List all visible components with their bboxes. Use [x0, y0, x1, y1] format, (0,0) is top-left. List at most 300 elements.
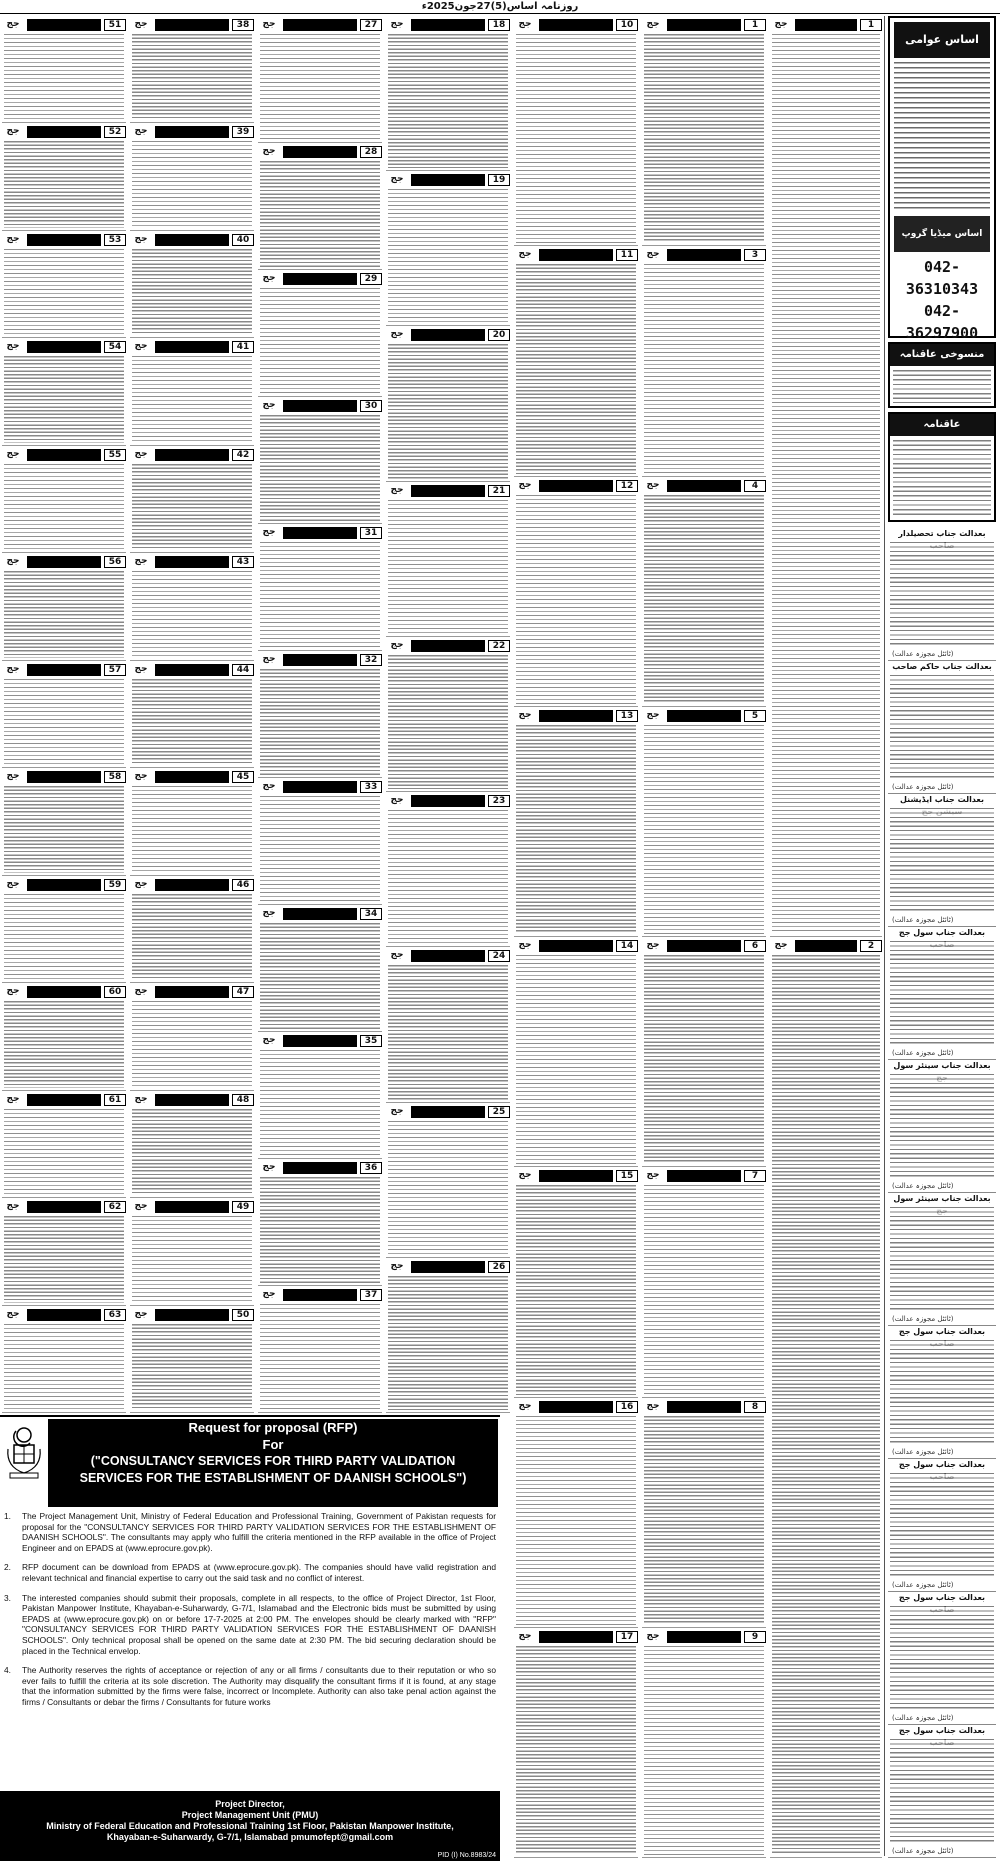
classified-ad — [642, 477, 766, 707]
pid-number: PID (I) No.8983/24 — [437, 1852, 496, 1859]
ad-number: 62 — [104, 1201, 126, 1213]
ad-label: جج — [386, 950, 408, 962]
court-notice-footer: (ٹائٹل مجوزہ عدالت) — [892, 1581, 954, 1589]
classified-ad — [642, 707, 766, 937]
classified-ad — [258, 524, 382, 651]
court-notice-text — [890, 1606, 994, 1710]
ad-title-bar — [539, 249, 613, 261]
ad-text — [644, 495, 764, 704]
ad-title-bar — [27, 879, 101, 891]
rfp-paragraphs — [4, 1511, 496, 1717]
ad-number: 22 — [488, 640, 510, 652]
court-notice — [888, 1459, 996, 1592]
ad-title-bar — [283, 273, 357, 285]
footer-line: Project Director, — [215, 1799, 285, 1809]
ad-title-bar — [155, 126, 229, 138]
ad-number: 29 — [360, 273, 382, 285]
ad-text — [4, 1001, 124, 1087]
ad-label: جج — [2, 1094, 24, 1106]
court-notice — [888, 528, 996, 661]
ad-label: جج — [2, 19, 24, 31]
ad-title-bar — [411, 950, 485, 962]
ad-text — [132, 1216, 252, 1302]
ad-title-bar — [155, 879, 229, 891]
ad-label: جج — [514, 19, 536, 31]
ad-number: 31 — [360, 527, 382, 539]
ad-text — [260, 669, 380, 775]
classified-ad — [258, 778, 382, 905]
ad-text — [516, 264, 636, 473]
ad-title-bar — [667, 480, 741, 492]
classified-ad — [258, 905, 382, 1032]
classified-ad — [130, 1306, 254, 1413]
court-notice-footer: (ٹائٹل مجوزہ عدالت) — [892, 1847, 954, 1855]
classified-ad — [258, 143, 382, 270]
court-notice — [888, 927, 996, 1060]
rfp-paragraph — [4, 1665, 496, 1707]
classified-ad — [514, 707, 638, 937]
court-notice — [888, 1326, 996, 1459]
ad-text — [388, 344, 508, 478]
ad-number: 24 — [488, 950, 510, 962]
ad-text — [260, 161, 380, 267]
ad-text — [516, 1185, 636, 1394]
ad-text — [388, 34, 508, 168]
classified-ad — [130, 1091, 254, 1198]
ad-text — [388, 655, 508, 789]
classified-ad — [642, 16, 766, 246]
classified-ad — [2, 231, 126, 338]
ad-number: 12 — [616, 480, 638, 492]
ad-title-bar — [155, 449, 229, 461]
ad-title-bar — [667, 710, 741, 722]
ad-label: جج — [514, 480, 536, 492]
ad-number: 23 — [488, 795, 510, 807]
ad-title-bar — [27, 126, 101, 138]
notice-box-1-text — [893, 370, 991, 403]
classified-ad — [258, 16, 382, 143]
ad-label: جج — [770, 19, 792, 31]
ad-label: جج — [130, 234, 152, 246]
ad-label: جج — [386, 795, 408, 807]
court-notice-heading: بعدالت جناب سول جج — [898, 928, 986, 937]
classified-ad — [514, 16, 638, 246]
ad-number: 39 — [232, 126, 254, 138]
ad-title-bar — [27, 556, 101, 568]
ad-label: جج — [2, 126, 24, 138]
ad-text — [4, 571, 124, 657]
ad-number: 28 — [360, 146, 382, 158]
court-notice — [888, 1725, 996, 1858]
footer-line: Khayaban-e-Suharwardy, G-7/1, Islamabad pmumofept@gmail.com — [106, 1832, 394, 1842]
ad-number: 60 — [104, 986, 126, 998]
classified-ad — [386, 1103, 510, 1258]
classified-ad — [258, 1032, 382, 1159]
classified-ad — [386, 171, 510, 326]
ad-text — [388, 1276, 508, 1410]
classified-column — [642, 16, 766, 1858]
rfp-paragraph — [4, 1562, 496, 1583]
ad-number: 37 — [360, 1289, 382, 1301]
classified-ad — [130, 231, 254, 338]
ad-number: 51 — [104, 19, 126, 31]
ad-text — [132, 1001, 252, 1087]
classified-ad — [130, 661, 254, 768]
classifieds-brand-box — [888, 16, 996, 342]
ad-label: جج — [130, 449, 152, 461]
ad-text — [132, 464, 252, 550]
rfp-title-bar — [48, 1419, 498, 1507]
ad-label: جج — [514, 249, 536, 261]
ad-text — [132, 1324, 252, 1410]
court-notice — [888, 1060, 996, 1193]
classified-ad — [2, 1306, 126, 1413]
ad-number: 49 — [232, 1201, 254, 1213]
ad-label: جج — [386, 1261, 408, 1273]
ad-number: 61 — [104, 1094, 126, 1106]
ad-title-bar — [155, 1094, 229, 1106]
ad-text — [4, 464, 124, 550]
ad-label: جج — [258, 654, 280, 666]
ad-text — [772, 955, 880, 1855]
court-notice-text — [890, 542, 994, 646]
ad-number: 57 — [104, 664, 126, 676]
ad-text — [132, 34, 252, 120]
ad-title-bar — [539, 1401, 613, 1413]
ad-text — [772, 34, 880, 934]
court-notice-heading: بعدالت جناب ایڈیشنل — [900, 795, 984, 804]
classified-ad — [258, 397, 382, 524]
ad-number: 3 — [744, 249, 766, 261]
paragraph-number: 2. — [4, 1562, 11, 1573]
classified-ad — [514, 246, 638, 476]
ad-label: جج — [130, 986, 152, 998]
paragraph-text: The Authority reserves the rights of acceptance or rejection of any or all firms / consultants due to their reputation or who so ever fails to fulfill the criteria at its sole discretion. The Authority may disqualify the consultant firms if it is found, at any stage that the information submitted by the firms were false, incorrect or Incomplete. Authority can also take penal action against the firms / Consultants or debar the firms / Consultants for future works — [22, 1665, 496, 1707]
ad-text — [644, 264, 764, 473]
ad-text — [4, 34, 124, 120]
ad-number: 10 — [616, 19, 638, 31]
classified-ad — [130, 983, 254, 1090]
court-notice-heading: بعدالت جناب حاکم صاحب — [892, 662, 992, 671]
ad-title-bar — [155, 1201, 229, 1213]
classified-ad — [258, 1159, 382, 1286]
ad-title-bar — [667, 1170, 741, 1182]
ad-label: جج — [386, 640, 408, 652]
classified-ad — [386, 792, 510, 947]
ad-label: جج — [2, 556, 24, 568]
ad-label: جج — [386, 1106, 408, 1118]
ad-label: جج — [2, 986, 24, 998]
ad-number: 30 — [360, 400, 382, 412]
notice-box-2-text — [893, 440, 991, 517]
ad-number: 15 — [616, 1170, 638, 1182]
classified-ad — [2, 16, 126, 123]
ad-label: جج — [386, 329, 408, 341]
ad-title-bar — [27, 19, 101, 31]
ad-number: 52 — [104, 126, 126, 138]
masthead: روزنامہ اساس(5)27جون2025ء — [0, 0, 1000, 14]
ad-text — [4, 141, 124, 227]
ad-title-bar — [283, 1289, 357, 1301]
ad-title-bar — [283, 654, 357, 666]
ad-label: جج — [130, 1201, 152, 1213]
ad-number: 34 — [360, 908, 382, 920]
ad-text — [260, 1177, 380, 1283]
ad-text — [516, 955, 636, 1164]
ad-label: جج — [130, 126, 152, 138]
ad-number: 55 — [104, 449, 126, 461]
ad-label: جج — [2, 449, 24, 461]
ad-label: جج — [258, 1162, 280, 1174]
court-notice-footer: (ٹائٹل مجوزہ عدالت) — [892, 1714, 954, 1722]
paragraph-text: The interested companies should submit their proposals, complete in all respects, to the office of Project Director, 1st Floor, Pakistan Manpower Institute, Khayaban-e-Suharwardy, G-7/1, Islamabad and the Electronic bids must be submitted by using EPADS at (www.eprocure.gov.pk) on or before 17-7-2025 at 2:00 PM. The envelopes should be clearly marked with "RFP" "CONSULTANCY SERVICES FOR THIRD PARTY VALIDATION SERVICES FOR THE ESTABLISHMENT OF DAANISH SCHOOLS". Only technical proposal shall be opened on the same date at 2:30 PM. The bid securing declaration should be placed in the Technical envelop. — [22, 1592, 496, 1656]
classified-ad — [642, 1167, 766, 1397]
classified-ad — [130, 123, 254, 230]
rfp-paragraph — [4, 1511, 496, 1553]
ad-title-bar — [667, 940, 741, 952]
classified-ad — [2, 1198, 126, 1305]
classified-ad — [258, 651, 382, 778]
ad-text — [260, 1304, 380, 1410]
ad-text — [516, 1646, 636, 1855]
notice-box-1-title: منسوخی عاقنامہ — [890, 344, 994, 366]
paragraph-text: The Project Management Unit, Ministry of Federal Education and Professional Training, Government of Pakistan requests for proposal for the "CONSULTANCY SERVICES FOR THIRD PARTY VALIDATION SERVICES FOR THE ESTABLISHMENT OF DAANISH SCHOOLS". The consultants may apply who fulfill the criteria mentioned in the RFP available in the office of Project Engineer and on EPADS at (www.eprocure.gov.pk). — [22, 1511, 496, 1553]
ad-text — [132, 356, 252, 442]
classified-ad — [130, 768, 254, 875]
ad-title-bar — [155, 771, 229, 783]
ad-text — [644, 1646, 764, 1855]
court-notice-footer: (ٹائٹل مجوزہ عدالت) — [892, 1182, 954, 1190]
classified-ad — [2, 338, 126, 445]
ad-label: جج — [2, 234, 24, 246]
ad-number: 32 — [360, 654, 382, 666]
agency-name: اساس میڈیا گروپ — [894, 216, 990, 252]
footer-line: Ministry of Federal Education and Professional Training 1st Floor, Pakistan Manpower Institute, — [46, 1821, 454, 1831]
ad-title-bar — [283, 19, 357, 31]
ad-title-bar — [283, 146, 357, 158]
ad-label: جج — [130, 19, 152, 31]
ad-text — [4, 786, 124, 872]
ad-text — [4, 356, 124, 442]
ad-title-bar — [795, 19, 857, 31]
court-notice-heading: بعدالت جناب سول جج — [898, 1460, 986, 1469]
ad-text — [260, 796, 380, 902]
classified-ad — [642, 246, 766, 476]
classified-ad — [2, 553, 126, 660]
ad-number: 6 — [744, 940, 766, 952]
ad-number: 20 — [488, 329, 510, 341]
court-notice-text — [890, 941, 994, 1045]
ad-text — [260, 288, 380, 394]
rfp-notice — [0, 1415, 500, 1861]
court-notice — [888, 1592, 996, 1725]
ad-text — [516, 34, 636, 243]
rfp-subject: ("CONSULTANCY SERVICES FOR THIRD PARTY VALIDATION SERVICES FOR THE ESTABLISHMENT OF DAANISH SCHOOLS") — [79, 1454, 467, 1485]
court-notice — [888, 1193, 996, 1326]
ad-label: جج — [130, 879, 152, 891]
ad-title-bar — [155, 1309, 229, 1321]
ad-label: جج — [258, 1035, 280, 1047]
court-notice — [888, 794, 996, 927]
footer-line: Project Management Unit (PMU) — [181, 1810, 319, 1820]
ad-number: 63 — [104, 1309, 126, 1321]
classified-ad — [2, 1091, 126, 1198]
ad-label: جج — [130, 341, 152, 353]
ad-title-bar — [27, 341, 101, 353]
rfp-footer — [0, 1791, 500, 1861]
ad-title-bar — [411, 485, 485, 497]
ad-label: جج — [258, 19, 280, 31]
court-notice-footer: (ٹائٹل مجوزہ عدالت) — [892, 916, 954, 924]
ad-number: 5 — [744, 710, 766, 722]
classified-ad — [2, 983, 126, 1090]
ad-title-bar — [795, 940, 857, 952]
court-notice-footer: (ٹائٹل مجوزہ عدالت) — [892, 1049, 954, 1057]
ad-number: 48 — [232, 1094, 254, 1106]
classified-ad — [514, 1628, 638, 1858]
classified-ad — [514, 1398, 638, 1628]
ad-number: 1 — [860, 19, 882, 31]
ad-text — [260, 542, 380, 648]
column-divider — [884, 16, 885, 1856]
court-notice-heading: بعدالت جناب سول جج — [898, 1593, 986, 1602]
classified-ad — [130, 16, 254, 123]
ad-text — [4, 679, 124, 765]
ad-label: جج — [130, 771, 152, 783]
ad-title-bar — [283, 908, 357, 920]
ad-label: جج — [386, 174, 408, 186]
ad-text — [388, 500, 508, 634]
court-notice-text — [890, 1739, 994, 1843]
ad-number: 14 — [616, 940, 638, 952]
ad-label: جج — [642, 249, 664, 261]
ad-number: 47 — [232, 986, 254, 998]
ad-title-bar — [539, 710, 613, 722]
ad-label: جج — [2, 771, 24, 783]
classified-ad — [642, 1398, 766, 1628]
ad-title-bar — [539, 19, 613, 31]
government-emblem-icon — [4, 1423, 44, 1483]
ad-title-bar — [27, 986, 101, 998]
ad-label: جج — [258, 1289, 280, 1301]
ad-text — [516, 495, 636, 704]
court-notice-heading: بعدالت جناب سینئر سول — [893, 1061, 991, 1070]
ad-number: 35 — [360, 1035, 382, 1047]
ad-text — [644, 955, 764, 1164]
ad-number: 17 — [616, 1631, 638, 1643]
court-notice-footer: (ٹائٹل مجوزہ عدالت) — [892, 1448, 954, 1456]
ad-title-bar — [667, 1401, 741, 1413]
ad-number: 41 — [232, 341, 254, 353]
ad-number: 7 — [744, 1170, 766, 1182]
classified-column — [130, 16, 254, 1413]
court-notice-text — [890, 1340, 994, 1444]
ad-label: جج — [514, 1631, 536, 1643]
classified-column — [514, 16, 638, 1858]
classified-ad — [386, 326, 510, 481]
ad-number: 45 — [232, 771, 254, 783]
ad-label: جج — [514, 940, 536, 952]
ad-title-bar — [411, 1261, 485, 1273]
ad-title-bar — [27, 234, 101, 246]
classified-ad — [386, 1258, 510, 1413]
ad-label: جج — [386, 19, 408, 31]
ad-number: 27 — [360, 19, 382, 31]
paragraph-number: 3. — [4, 1592, 11, 1603]
classified-ad — [386, 637, 510, 792]
ad-title-bar — [539, 1631, 613, 1643]
ad-number: 18 — [488, 19, 510, 31]
classified-ad — [386, 16, 510, 171]
ad-number: 53 — [104, 234, 126, 246]
ad-number: 21 — [488, 485, 510, 497]
court-notice-heading: بعدالت جناب سینئر سول — [893, 1194, 991, 1203]
ad-text — [4, 1324, 124, 1410]
classified-column — [770, 16, 882, 1858]
ad-label: جج — [258, 146, 280, 158]
ad-label: جج — [258, 781, 280, 793]
classified-ad — [130, 338, 254, 445]
ad-label: جج — [642, 1170, 664, 1182]
ad-title-bar — [155, 19, 229, 31]
ad-title-bar — [27, 1201, 101, 1213]
ad-text — [132, 1109, 252, 1195]
classified-ad — [514, 477, 638, 707]
brand-logo: اساس عوامی — [894, 22, 990, 58]
ad-text — [644, 34, 764, 243]
phone-number-2: 042-36297900 — [905, 302, 979, 342]
ad-title-bar — [667, 1631, 741, 1643]
ad-text — [4, 894, 124, 980]
court-notice-text — [890, 1074, 994, 1178]
ad-label: جج — [642, 19, 664, 31]
ad-title-bar — [155, 986, 229, 998]
classified-ad — [2, 446, 126, 553]
court-notice-text — [890, 1473, 994, 1577]
ad-title-bar — [283, 527, 357, 539]
notice-box-2-title: عاقنامہ — [890, 414, 994, 436]
ad-title-bar — [27, 1309, 101, 1321]
court-notice — [888, 661, 996, 794]
ad-label: جج — [514, 1170, 536, 1182]
ad-number: 11 — [616, 249, 638, 261]
ad-text — [388, 189, 508, 323]
ad-label: جج — [130, 664, 152, 676]
classified-column — [386, 16, 510, 1413]
ad-text — [260, 415, 380, 521]
ad-label: جج — [258, 908, 280, 920]
ad-title-bar — [539, 480, 613, 492]
ad-number: 38 — [232, 19, 254, 31]
ad-label: جج — [770, 940, 792, 952]
ad-number: 50 — [232, 1309, 254, 1321]
phone-number-1: 042-36310343 — [905, 258, 979, 298]
court-notice-heading: بعدالت جناب سول جج — [898, 1327, 986, 1336]
rfp-paragraph — [4, 1593, 496, 1657]
classified-ad — [514, 1167, 638, 1397]
ad-number: 19 — [488, 174, 510, 186]
ad-number: 42 — [232, 449, 254, 461]
paragraph-number: 1. — [4, 1511, 11, 1521]
ad-number: 40 — [232, 234, 254, 246]
ad-label: جج — [2, 664, 24, 676]
court-notice-text — [890, 1207, 994, 1311]
court-notice-footer: (ٹائٹل مجوزہ عدالت) — [892, 650, 954, 658]
ad-title-bar — [283, 1035, 357, 1047]
ad-title-bar — [539, 940, 613, 952]
ad-text — [388, 965, 508, 1099]
ad-title-bar — [539, 1170, 613, 1182]
